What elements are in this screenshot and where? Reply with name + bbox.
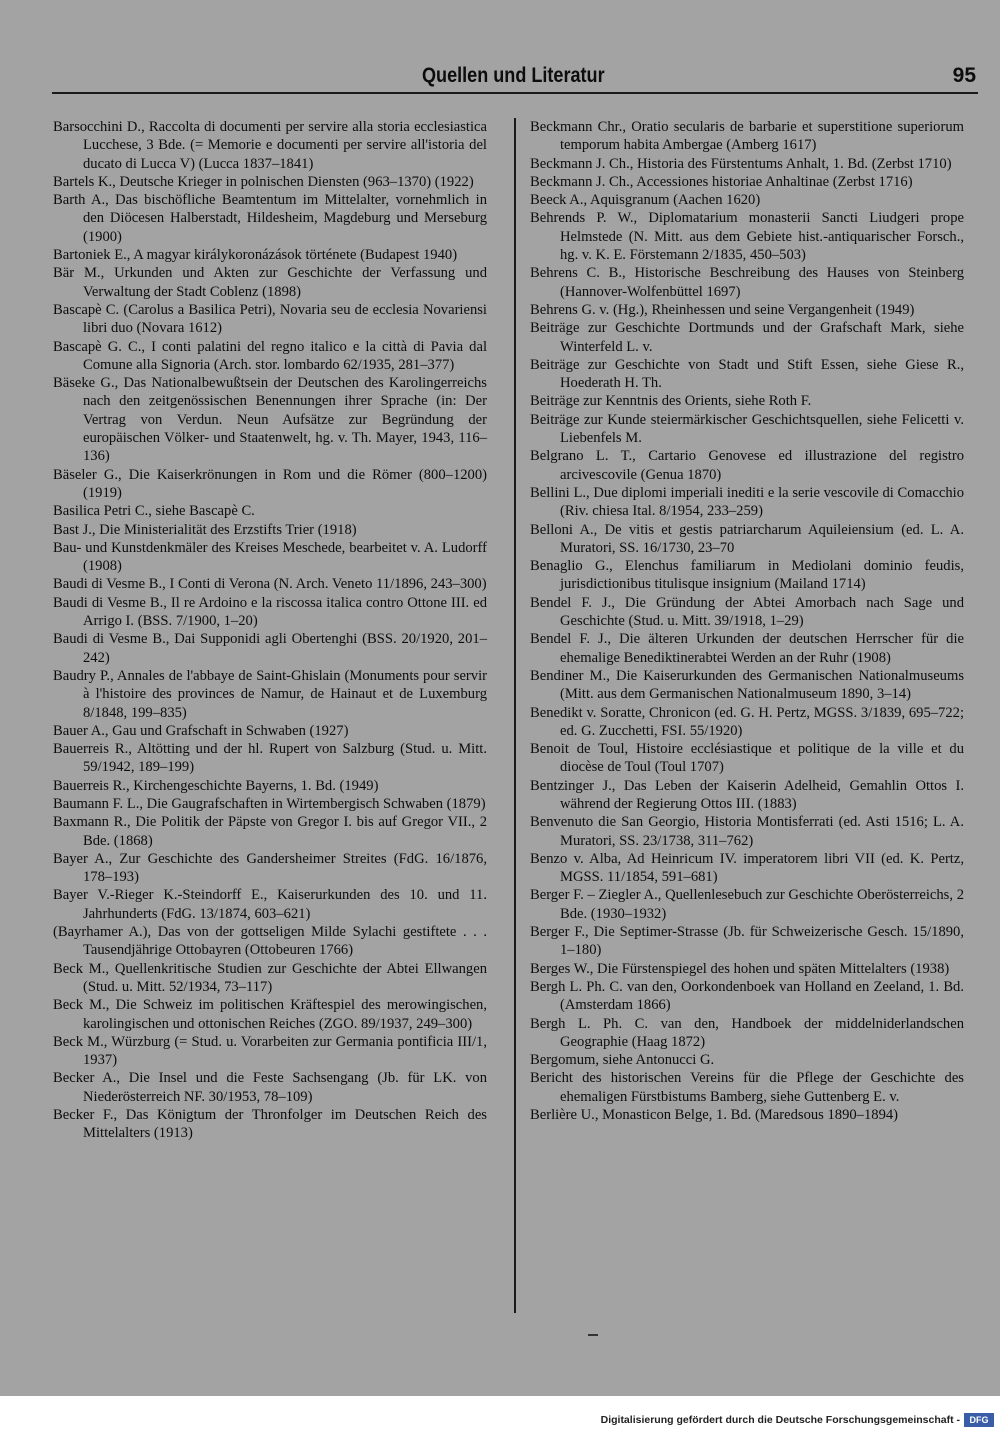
bibliography-entry: Benedikt v. Soratte, Chronicon (ed. G. H. Pertz, MGSS. 3/1839, 695–722; ed. G. Zucchetti, FSI. 55/1920) [530, 704, 964, 739]
bibliography-entry: Beiträge zur Kunde steiermärkischer Geschichtsquellen, siehe Felicetti v. Liebenfels M. [530, 411, 964, 447]
bibliography-entry: Bergomum, siehe Antonucci G. [530, 1052, 715, 1069]
bibliography-entry: Baudry P., Annales de l'abbaye de Saint-Ghislain (Monuments pour servir à l'histoire des provinces de Namur, de Hainaut et de Luxemburg 8/1848, 199–835) [53, 667, 487, 721]
bibliography-entry: Beck M., Würzburg (= Stud. u. Vorarbeiten zur Germania pontificia III/1, 1937) [53, 1033, 487, 1069]
bibliography-entry: Berlière U., Monasticon Belge, 1. Bd. (Maredsous 1890–1894) [530, 1107, 899, 1124]
footer [601, 1412, 994, 1428]
bibliography-entry: Benoit de Toul, Histoire ecclésiastique et politique de la ville et du diocèse de Toul (Toul 1707) [530, 741, 964, 776]
bottom-mark [588, 1334, 598, 1336]
header-rule [52, 92, 978, 94]
bibliography-entry: Beckmann Chr., Oratio secularis de barbarie et superstitione superiorum temporum habita Ambergae (Amberg 1617) [530, 119, 964, 154]
bibliography-entry: Baudi di Vesme B., I Conti di Verona (N. Arch. Veneto 11/1896, 243–300) [53, 576, 487, 593]
bibliography-entry: Becker A., Die Insel und die Feste Sachsengang (Jb. für LK. von Niederösterreich NF. 30/1953, 78–109) [53, 1070, 487, 1105]
bibliography-entry: (Bayrhamer A.), Das von der gottseligen Milde Sylachi gestiftete . . . Tausendjährige Ottobayren (Ottobeuren 1766) [53, 924, 487, 959]
bibliography-entry: Bergh L. Ph. C. van den, Oorkondenboek van Holland en Zeeland, 1. Bd. (Amsterdam 1866) [530, 978, 964, 1014]
bibliography-entry: Beiträge zur Kenntnis des Orients, siehe Roth F. [530, 393, 812, 410]
bibliography-entry: Bartoniek E., A magyar királykoronázások története (Budapest 1940) [53, 247, 458, 264]
bibliography-entry: Bäseke G., Das Nationalbewußtsein der Deutschen des Karolingerreichs nach den zeitgenössischen Benennungen ihrer Sprache (in: Der Vertrag von Verdun. Neun Aufsätze zur Begründung der europäischen Völker- und Staatenwelt, hg. v. Th. Mayer, 1943, 116–136) [53, 375, 487, 465]
bibliography-entry: Berger F. – Ziegler A., Quellenlesebuch zur Geschichte Oberösterreichs, 2 Bde. (1930–1932) [530, 887, 964, 922]
right-column [530, 118, 964, 1124]
bibliography-entry: Benaglio G., Elenchus familiarum in Mediolani dominio feudis, jurisdictionibus titulisque insignium (Mailand 1714) [530, 558, 964, 593]
bibliography-entry: Belgrano L. T., Cartario Genovese ed illustrazione del registro arcivescovile (Genua 1870) [530, 448, 964, 483]
footer-text: Digitalisierung gefördert durch die Deutsche Forschungsgemeinschaft - [600, 1414, 960, 1426]
bibliography-entry: Bäseler G., Die Kaiserkrönungen in Rom und die Römer (800–1200) (1919) [53, 466, 487, 501]
bibliography-entry: Berger F., Die Septimer-Strasse (Jb. für Schweizerische Gesch. 15/1890, 1–180) [530, 924, 964, 959]
bibliography-entry: Bendel F. J., Die Gründung der Abtei Amorbach nach Sage und Geschichte (Stud. u. Mitt. 39/1918, 1–29) [530, 594, 964, 630]
bibliography-entry: Bauerreis R., Altötting und der hl. Rupert von Salzburg (Stud. u. Mitt. 59/1942, 189–199) [53, 741, 487, 776]
bibliography-entry: Barth A., Das bischöfliche Beamtentum im Mittelalter, vornehmlich in den Diöcesen Halberstadt, Hildesheim, Magdeburg und Merseburg (1900) [53, 192, 487, 245]
bibliography-entry: Beiträge zur Geschichte Dortmunds und der Grafschaft Mark, siehe Winterfeld L. v. [530, 320, 964, 355]
bibliography-entry: Baudi di Vesme B., Dai Supponidi agli Obertenghi (BSS. 20/1920, 201–242) [53, 631, 487, 666]
dfg-logo: DFG [964, 1413, 994, 1427]
bibliography-entry: Berges W., Die Fürstenspiegel des hohen und späten Mittelalters (1938) [530, 960, 950, 977]
bibliography-entry: Beck M., Quellenkritische Studien zur Geschichte der Abtei Ellwangen (Stud. u. Mitt. 52/1934, 73–117) [53, 960, 487, 995]
bibliography-entry: Beck M., Die Schweiz im politischen Kräftespiel des merowingischen, karolingischen und ottonischen Reiches (ZGO. 89/1937, 249–300) [53, 997, 487, 1032]
bibliography-entry: Beckmann J. Ch., Accessiones historiae Anhaltinae (Zerbst 1716) [530, 173, 913, 190]
bibliography-entry: Behrens G. v. (Hg.), Rheinhessen und seine Vergangenheit (1949) [530, 301, 915, 318]
bibliography-entry: Behrens C. B., Historische Beschreibung des Hauses von Steinberg (Hannover-Wolfenbüttel 1697) [530, 265, 964, 300]
bibliography-entry: Belloni A., De vitis et gestis patriarcharum Aquileiensium (ed. L. A. Muratori, SS. 16/1730, 23–70 [530, 521, 964, 556]
bibliography-entry: Bergh L. Ph. C. van den, Handboek der middelniderlandschen Geographie (Haag 1872) [530, 1015, 964, 1050]
bibliography-entry: Bartels K., Deutsche Krieger in polnischen Diensten (963–1370) (1922) [53, 173, 474, 190]
bibliography-entry: Bast J., Die Ministerialität des Erzstifts Trier (1918) [53, 521, 357, 538]
bibliography-entry: Benzo v. Alba, Ad Heinricum IV. imperatorem libri VII (ed. K. Pertz, MGSS. 11/1854, 591–681) [530, 850, 964, 886]
column-divider [514, 118, 516, 1313]
bibliography-entry: Behrends P. W., Diplomatarium monasterii Sancti Liudgeri prope Helmstede (N. Mitt. aus dem Gebiete hist.-antiquarischer Forsch., hg. v. K. E. Förstemann 2/1835, 450–503) [530, 210, 964, 264]
bibliography-entry: Benvenuto die San Georgio, Historia Montisferrati (ed. Asti 1516; L. A. Muratori, SS. 23/1738, 311–762) [530, 814, 964, 849]
bibliography-entry: Beiträge zur Geschichte von Stadt und Stift Essen, siehe Giese R., Hoederath H. Th. [530, 356, 964, 392]
bibliography-entry: Bauer A., Gau und Grafschaft in Schwaben (1927) [53, 722, 349, 739]
bibliography-entry: Baumann F. L., Die Gaugrafschaften in Wirtembergisch Schwaben (1879) [53, 795, 486, 812]
bibliography-entry: Barsocchini D., Raccolta di documenti per servire alla storia ecclesiastica Lucchese, 3 Bde. (= Memorie e documenti per servire all'istoria del ducato di Lucca V) (Lucca 1837–1841) [53, 119, 487, 172]
bibliography-entry: Bascapè G. C., I conti palatini del regno italico e la città di Pavia dal Comune alla Signoria (Arch. stor. lombardo 62/1935, 281–377) [53, 338, 487, 373]
bibliography-entry: Baudi di Vesme B., Il re Ardoino e la riscossa italica contro Ottone III. ed Arrigo I. (BSS. 7/1900, 1–20) [53, 594, 487, 630]
bibliography-entry: Bär M., Urkunden und Akten zur Geschichte der Verfassung und Verwaltung der Stadt Coblenz (1898) [53, 265, 487, 300]
page-title: Quellen und Literatur [422, 64, 605, 87]
bibliography-entry: Bayer A., Zur Geschichte des Gandersheimer Streites (FdG. 16/1876, 178–193) [53, 850, 487, 886]
bibliography-entry: Bascapè C. (Carolus a Basilica Petri), Novaria seu de ecclesia Novariensi libri duo (Novara 1612) [53, 301, 487, 337]
bibliography-entry: Basilica Petri C., siehe Bascapè C. [53, 503, 255, 520]
bibliography-entry: Bellini L., Due diplomi imperiali inediti e la serie vescovile di Comacchio (Riv. chiesa Ital. 8/1954, 233–259) [530, 484, 964, 520]
bibliography-entry: Baxmann R., Die Politik der Päpste von Gregor I. bis auf Gregor VII., 2 Bde. (1868) [53, 814, 487, 849]
page-number: 95 [952, 64, 976, 87]
bibliography-entry: Beckmann J. Ch., Historia des Fürstentums Anhalt, 1. Bd. (Zerbst 1710) [530, 155, 952, 172]
bibliography-entry: Bayer V.-Rieger K.-Steindorff E., Kaiserurkunden des 10. und 11. Jahrhunderts (FdG. 13/1874, 603–621) [53, 887, 487, 922]
bibliography-entry: Bendiner M., Die Kaiserurkunden des Germanischen Nationalmuseums (Mitt. aus dem Germanischen Nationalmuseum 1890, 3–14) [530, 667, 964, 703]
bibliography-entry: Bendel F. J., Die älteren Urkunden der deutschen Herrscher für die ehemalige Benediktinerabtei Werden an der Ruhr (1908) [530, 631, 964, 666]
page-header [52, 60, 978, 94]
bibliography-entry: Becker F., Das Königtum der Thronfolger im Deutschen Reich des Mittelalters (1913) [53, 1107, 487, 1142]
bibliography-entry: Bericht des historischen Vereins für die Pflege der Geschichte des ehemaligen Fürstbistums Bamberg, siehe Guttenberg E. v. [530, 1070, 964, 1105]
bibliography-entry: Bau- und Kunstdenkmäler des Kreises Meschede, bearbeitet v. A. Ludorff (1908) [53, 539, 487, 575]
left-column [53, 118, 487, 1143]
bibliography-entry: Beeck A., Aquisgranum (Aachen 1620) [530, 192, 761, 209]
bibliography-entry: Bauerreis R., Kirchengeschichte Bayerns, 1. Bd. (1949) [53, 777, 379, 794]
bibliography-entry: Bentzinger J., Das Leben der Kaiserin Adelheid, Gemahlin Ottos I. während der Regierung Ottos III. (1883) [530, 777, 964, 812]
